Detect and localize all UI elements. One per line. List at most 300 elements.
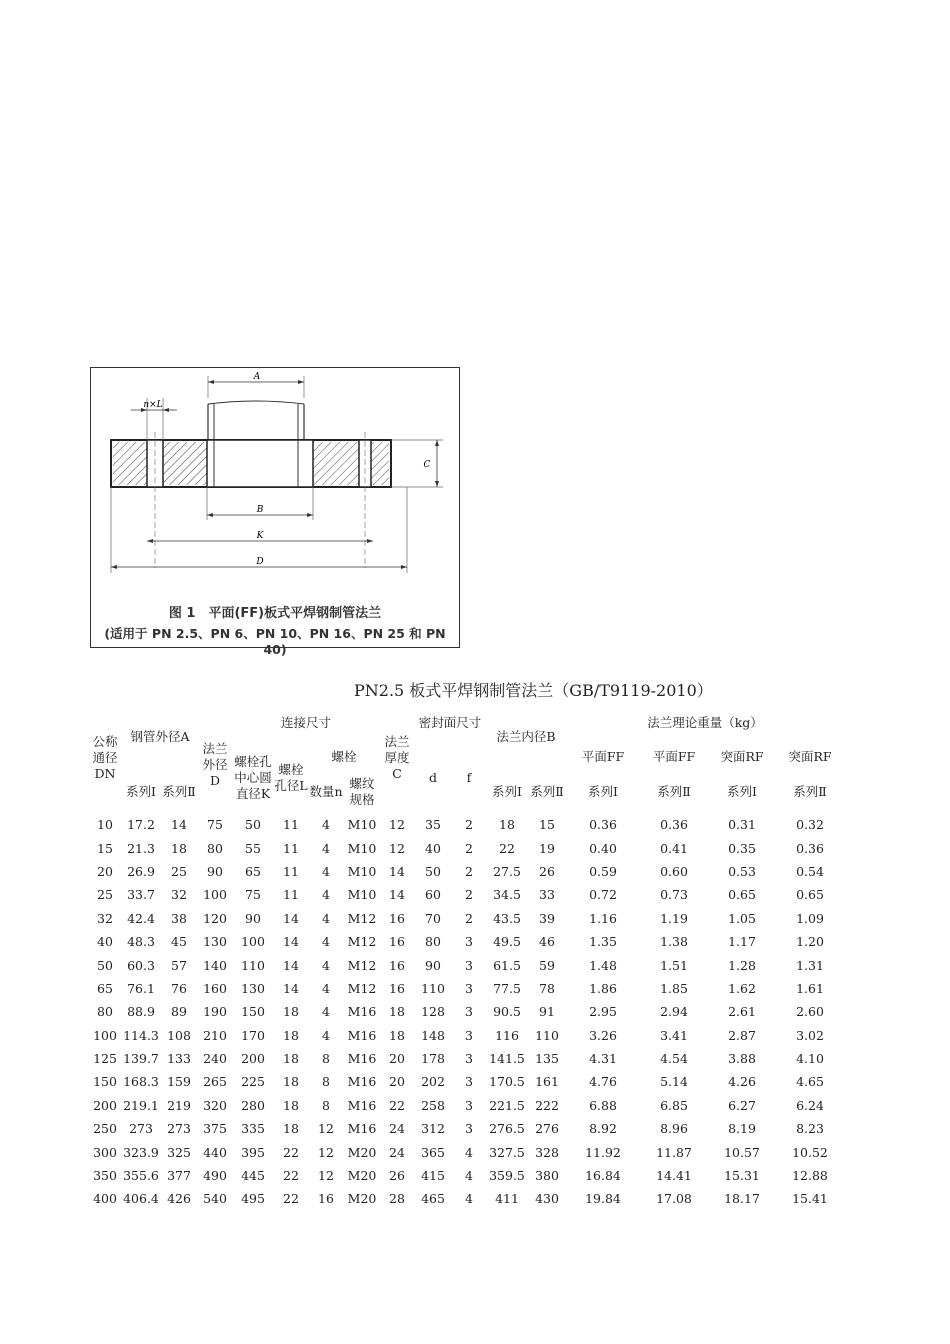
table-cell: 2.60 [796, 1004, 824, 1020]
table-cell: 377 [167, 1168, 191, 1184]
header-bolt-thread: 螺纹规格 [349, 776, 375, 807]
table-cell: M16 [347, 1097, 377, 1113]
table-cell: 0.54 [796, 863, 824, 879]
table-cell: 415 [421, 1168, 445, 1184]
table-cell: 327.5 [489, 1144, 525, 1160]
table-cell: 6.27 [728, 1097, 756, 1113]
table-cell: 4 [322, 863, 330, 879]
table-cell: M10 [347, 817, 377, 833]
header-weight-ff2: 平面FF [652, 749, 696, 764]
table-cell: 18 [283, 1121, 299, 1137]
figure-caption-scope: (适用于 PN 2.5、PN 6、PN 10、PN 16、PN 25 和 PN 40) [104, 626, 446, 657]
label-a: A [253, 372, 261, 382]
table-cell: 4.31 [589, 1051, 617, 1067]
table-cell: 276.5 [489, 1121, 525, 1137]
table-cell: 1.19 [660, 910, 688, 926]
table-cell: 15 [97, 840, 113, 856]
table-cell: 445 [241, 1168, 265, 1184]
table-row [88, 977, 844, 1000]
table-title: PN2.5 板式平焊钢制管法兰（GB/T9119-2010） [354, 681, 713, 700]
table-cell: 20 [389, 1074, 405, 1090]
table-cell: 0.36 [796, 840, 824, 856]
table-row [88, 1000, 844, 1023]
table-cell: 1.86 [589, 980, 617, 996]
table-cell: 16 [389, 980, 405, 996]
header-pipe-od-s2: 系列Ⅱ [162, 784, 196, 799]
table-cell: 26.9 [127, 863, 155, 879]
table-cell: 130 [203, 934, 227, 950]
table-cell: 465 [421, 1191, 445, 1207]
table-cell: 4 [465, 1191, 473, 1207]
table-cell: 19 [539, 840, 555, 856]
table-cell: 258 [421, 1097, 445, 1113]
table-cell: 3 [465, 957, 473, 973]
table-cell: 4 [322, 1027, 330, 1043]
table-row [88, 930, 844, 953]
table-cell: 40 [425, 840, 441, 856]
table-cell: 100 [203, 887, 227, 903]
header-bore-s1: 系列Ⅰ [492, 784, 522, 799]
table-cell: 15 [539, 817, 555, 833]
table-cell: 100 [241, 934, 265, 950]
table-cell: 10.52 [792, 1144, 828, 1160]
table-cell: M16 [347, 1074, 377, 1090]
table-cell: 25 [97, 887, 113, 903]
label-d: D [256, 557, 264, 567]
table-cell: 57 [171, 957, 187, 973]
table-cell: 4 [465, 1168, 473, 1184]
table-cell: 18 [283, 1074, 299, 1090]
table-cell: 3 [465, 1097, 473, 1113]
table-cell: 375 [203, 1121, 227, 1137]
table-cell: 4 [322, 934, 330, 950]
table-cell: 12 [318, 1168, 334, 1184]
table-cell: 426 [167, 1191, 191, 1207]
table-cell: 0.65 [796, 887, 824, 903]
table-cell: 1.51 [660, 957, 688, 973]
table-cell: 42.4 [127, 910, 155, 926]
table-cell: 8 [322, 1074, 330, 1090]
table-cell: 39 [539, 910, 555, 926]
table-cell: 0.36 [660, 817, 688, 833]
table-cell: 12.88 [792, 1168, 828, 1184]
table-cell: 225 [241, 1074, 265, 1090]
table-cell: 18 [283, 1097, 299, 1113]
table-cell: 18 [171, 840, 187, 856]
table-cell: 8 [322, 1051, 330, 1067]
header-bore-s2: 系列Ⅱ [530, 784, 564, 799]
header-connection: 连接尺寸 [280, 715, 331, 730]
table-cell: 27.5 [493, 863, 521, 879]
bore-dimension [207, 487, 313, 520]
table-cell: 140 [203, 957, 227, 973]
table-cell: 5.14 [660, 1074, 688, 1090]
table-cell: 48.3 [127, 934, 155, 950]
table-cell: 80 [425, 934, 441, 950]
table-row [88, 1024, 844, 1047]
table-cell: M16 [347, 1027, 377, 1043]
table-cell: 219.1 [123, 1097, 159, 1113]
table-cell: 6.85 [660, 1097, 688, 1113]
table-cell: 328 [535, 1144, 559, 1160]
table-cell: 16 [318, 1191, 334, 1207]
table-cell: 0.65 [728, 887, 756, 903]
table-cell: 18 [389, 1027, 405, 1043]
header-seal-d: d [428, 770, 437, 785]
table-cell: 1.62 [728, 980, 756, 996]
table-cell: 0.73 [660, 887, 688, 903]
table-cell: 32 [97, 910, 113, 926]
table-cell: 148 [421, 1027, 445, 1043]
table-cell: 411 [495, 1191, 519, 1207]
table-cell: 240 [203, 1051, 227, 1067]
table-cell: 4 [322, 1004, 330, 1020]
table-cell: 77.5 [493, 980, 521, 996]
label-b: B [256, 505, 264, 515]
table-cell: 75 [245, 887, 261, 903]
table-cell: 88.9 [127, 1004, 155, 1020]
table-cell: 22 [283, 1168, 299, 1184]
table-cell: 4.65 [796, 1074, 824, 1090]
table-cell: 4.54 [660, 1051, 688, 1067]
table-cell: 159 [167, 1074, 191, 1090]
table-row [88, 860, 844, 883]
table-cell: 3 [465, 934, 473, 950]
table-cell: 18.17 [724, 1191, 760, 1207]
table-cell: 1.05 [728, 910, 756, 926]
table-cell: 210 [203, 1027, 227, 1043]
table-cell: 430 [535, 1191, 559, 1207]
header-flange-od: 法兰外径D [202, 741, 228, 788]
table-cell: 120 [203, 910, 227, 926]
table-row [88, 836, 844, 859]
table-cell: 14 [283, 910, 299, 926]
table-cell: 1.20 [796, 934, 824, 950]
table-cell: 6.88 [589, 1097, 617, 1113]
table-cell: 250 [93, 1121, 117, 1137]
label-k: K [256, 531, 264, 541]
table-cell: 141.5 [489, 1051, 525, 1067]
table-cell: 3.02 [796, 1027, 824, 1043]
table-cell: 2.95 [589, 1004, 617, 1020]
table-row [88, 813, 844, 836]
header-bolt-hole: 螺栓孔径L [274, 762, 308, 793]
table-cell: 178 [421, 1051, 445, 1067]
table-cell: 0.31 [728, 817, 756, 833]
table-cell: 34.5 [493, 887, 521, 903]
table-cell: 32 [171, 887, 187, 903]
table-cell: 18 [389, 1004, 405, 1020]
table-cell: 335 [241, 1121, 265, 1137]
table-cell: 4.76 [589, 1074, 617, 1090]
table-cell: 26 [389, 1168, 405, 1184]
table-cell: 78 [539, 980, 555, 996]
table-cell: 11.87 [656, 1144, 692, 1160]
table-cell: 350 [93, 1168, 117, 1184]
table-cell: 135 [535, 1051, 559, 1067]
table-cell: 3 [465, 1051, 473, 1067]
table-cell: 15.41 [792, 1191, 828, 1207]
table-cell: 0.72 [589, 887, 617, 903]
table-cell: 4 [322, 817, 330, 833]
table-cell: 50 [245, 817, 261, 833]
table-cell: 273 [167, 1121, 191, 1137]
table-cell: M20 [347, 1168, 377, 1184]
table-cell: 33.7 [127, 887, 155, 903]
table-cell: 12 [318, 1121, 334, 1137]
table-cell: 273 [129, 1121, 153, 1137]
header-pipe-od-s1: 系列Ⅰ [126, 784, 156, 799]
table-cell: 1.35 [589, 934, 617, 950]
table-cell: 22 [389, 1097, 405, 1113]
table-cell: 40 [97, 934, 113, 950]
table-cell: 46 [539, 934, 555, 950]
table-cell: 49.5 [493, 934, 521, 950]
table-cell: 60 [425, 887, 441, 903]
table-cell: 18 [283, 1027, 299, 1043]
table-cell: 22 [499, 840, 515, 856]
table-cell: 133 [167, 1051, 191, 1067]
table-row [88, 1070, 844, 1093]
table-cell: 20 [389, 1051, 405, 1067]
table-cell: 1.16 [589, 910, 617, 926]
table-cell: 38 [171, 910, 187, 926]
table-cell: 540 [203, 1191, 227, 1207]
table-cell: 19.84 [585, 1191, 621, 1207]
table-cell: 130 [241, 980, 265, 996]
table-cell: 70 [425, 910, 441, 926]
table-cell: 11 [283, 887, 299, 903]
header-weight-s2a: 系列Ⅱ [657, 784, 691, 799]
table-cell: 11.92 [585, 1144, 621, 1160]
table-cell: 116 [495, 1027, 519, 1043]
table-cell: 365 [421, 1144, 445, 1160]
table-cell: 50 [97, 957, 113, 973]
table-cell: 11 [283, 817, 299, 833]
table-cell: 150 [241, 1004, 265, 1020]
table-cell: 4 [465, 1144, 473, 1160]
table-cell: 320 [203, 1097, 227, 1113]
table-cell: 8.96 [660, 1121, 688, 1137]
table-cell: 26 [539, 863, 555, 879]
table-cell: 14 [283, 980, 299, 996]
table-cell: 18 [499, 817, 515, 833]
table-cell: 2.87 [728, 1027, 756, 1043]
table-row [88, 1164, 844, 1187]
table-cell: 0.53 [728, 863, 756, 879]
table-cell: 8 [322, 1097, 330, 1113]
table-cell: 110 [241, 957, 265, 973]
table-cell: 16 [389, 934, 405, 950]
table-cell: 3 [465, 1004, 473, 1020]
table-cell: 100 [93, 1027, 117, 1043]
table-cell: 170.5 [489, 1074, 525, 1090]
table-cell: 14 [389, 887, 405, 903]
table-cell: 1.61 [796, 980, 824, 996]
table-cell: 90 [207, 863, 223, 879]
table-row [88, 907, 844, 930]
table-cell: 222 [535, 1097, 559, 1113]
table-cell: 150 [93, 1074, 117, 1090]
table-cell: 6.24 [796, 1097, 824, 1113]
table-cell: M20 [347, 1191, 377, 1207]
table-cell: 3.41 [660, 1027, 688, 1043]
table-cell: 0.59 [589, 863, 617, 879]
table-cell: M10 [347, 863, 377, 879]
table-cell: M16 [347, 1051, 377, 1067]
table-cell: 4 [322, 980, 330, 996]
table-cell: 440 [203, 1144, 227, 1160]
table-cell: 80 [97, 1004, 113, 1020]
table-cell: 22 [283, 1191, 299, 1207]
table-cell: 45 [171, 934, 187, 950]
table-cell: 16 [389, 910, 405, 926]
table-cell: 395 [241, 1144, 265, 1160]
table-cell: 60.3 [127, 957, 155, 973]
table-cell: 200 [93, 1097, 117, 1113]
table-cell: 18 [283, 1051, 299, 1067]
table-cell: 2 [465, 887, 473, 903]
table-cell: 110 [421, 980, 445, 996]
table-cell: 10 [97, 817, 113, 833]
table-cell: 24 [389, 1144, 405, 1160]
table-cell: 2.94 [660, 1004, 688, 1020]
table-cell: 2 [465, 863, 473, 879]
table-cell: 14.41 [656, 1168, 692, 1184]
table-cell: 1.31 [796, 957, 824, 973]
table-cell: 14 [283, 957, 299, 973]
header-weight-s1b: 系列Ⅰ [727, 784, 757, 799]
table-cell: 108 [167, 1027, 191, 1043]
table-cell: 0.36 [589, 817, 617, 833]
table-cell: 219 [167, 1097, 191, 1113]
table-cell: M10 [347, 840, 377, 856]
table-cell: 3.26 [589, 1027, 617, 1043]
table-cell: 0.40 [589, 840, 617, 856]
table-cell: 59 [539, 957, 555, 973]
header-weight-rf2: 突面RF [788, 749, 832, 764]
table-cell: 75 [207, 817, 223, 833]
table-cell: 14 [283, 934, 299, 950]
table-cell: M12 [347, 910, 377, 926]
table-cell: 221.5 [489, 1097, 525, 1113]
table-cell: 2 [465, 817, 473, 833]
table-cell: 190 [203, 1004, 227, 1020]
table-cell: 276 [535, 1121, 559, 1137]
table-cell: 2 [465, 910, 473, 926]
table-cell: 1.28 [728, 957, 756, 973]
table-cell: 15.31 [724, 1168, 760, 1184]
table-row [88, 953, 844, 976]
table-row [88, 1094, 844, 1117]
table-cell: 4.10 [796, 1051, 824, 1067]
table-cell: 380 [535, 1168, 559, 1184]
label-nxl: n×L [143, 400, 163, 410]
header-weight-rf1: 突面RF [720, 749, 764, 764]
table-cell: 300 [93, 1144, 117, 1160]
table-cell: M12 [347, 980, 377, 996]
table-cell: 265 [203, 1074, 227, 1090]
table-cell: 312 [421, 1121, 445, 1137]
table-cell: 359.5 [489, 1168, 525, 1184]
table-cell: 21.3 [127, 840, 155, 856]
table-cell: 76.1 [127, 980, 155, 996]
header-weight: 法兰理论重量（kg） [647, 715, 763, 730]
table-cell: 90.5 [493, 1004, 521, 1020]
table-cell: 61.5 [493, 957, 521, 973]
table-cell: 11 [283, 840, 299, 856]
table-cell: 168.3 [123, 1074, 159, 1090]
pipe-outline [208, 376, 304, 440]
table-cell: 33 [539, 887, 555, 903]
figure-caption-title: 图 1 平面(FF)板式平焊钢制管法兰 [168, 606, 382, 621]
table-cell: 14 [171, 817, 187, 833]
table-cell: 22 [283, 1144, 299, 1160]
table-cell: 89 [171, 1004, 187, 1020]
table-cell: 1.38 [660, 934, 688, 950]
table-row [88, 1187, 844, 1210]
table-cell: 128 [421, 1004, 445, 1020]
table-cell: M10 [347, 887, 377, 903]
table-cell: 1.09 [796, 910, 824, 926]
table-cell: 4 [322, 957, 330, 973]
table-cell: 202 [421, 1074, 445, 1090]
header-seal-f: f [466, 770, 472, 785]
header-thickness: 法兰厚度C [384, 734, 410, 781]
table-cell: 406.4 [123, 1191, 159, 1207]
table-cell: M20 [347, 1144, 377, 1160]
table-cell: 160 [203, 980, 227, 996]
table-cell: 17.08 [656, 1191, 692, 1207]
table-cell: 4 [322, 840, 330, 856]
flange-dimension-table [88, 703, 844, 1211]
table-cell: 3.88 [728, 1051, 756, 1067]
header-bolt-circle: 螺栓孔中心圆直径K [234, 754, 272, 801]
table-cell: M12 [347, 934, 377, 950]
table-cell: 12 [389, 840, 405, 856]
table-cell: 0.60 [660, 863, 688, 879]
table-cell: 55 [245, 840, 261, 856]
table-cell: M16 [347, 1004, 377, 1020]
table-row [88, 1047, 844, 1070]
table-cell: 200 [241, 1051, 265, 1067]
table-cell: 35 [425, 817, 441, 833]
header-weight-ff1: 平面FF [581, 749, 625, 764]
table-cell: 161 [535, 1074, 559, 1090]
table-cell: 4 [322, 910, 330, 926]
flange-body [111, 440, 391, 487]
table-cell: 8.19 [728, 1121, 756, 1137]
table-cell: 1.17 [728, 934, 756, 950]
table-cell: 8.92 [589, 1121, 617, 1137]
table-cell: 355.6 [123, 1168, 159, 1184]
table-cell: 18 [283, 1004, 299, 1020]
table-cell: 16.84 [585, 1168, 621, 1184]
table-cell: 170 [241, 1027, 265, 1043]
table-cell: 65 [97, 980, 113, 996]
table-cell: 3 [465, 980, 473, 996]
table-cell: 400 [93, 1191, 117, 1207]
table-cell: 125 [93, 1051, 117, 1067]
table-cell: 91 [539, 1004, 555, 1020]
table-cell: 3 [465, 1027, 473, 1043]
table-cell: 110 [535, 1027, 559, 1043]
header-bolt: 螺栓 [331, 749, 357, 764]
table-cell: M16 [347, 1121, 377, 1137]
table-cell: 1.48 [589, 957, 617, 973]
table-cell: 4.26 [728, 1074, 756, 1090]
table-cell: 28 [389, 1191, 405, 1207]
